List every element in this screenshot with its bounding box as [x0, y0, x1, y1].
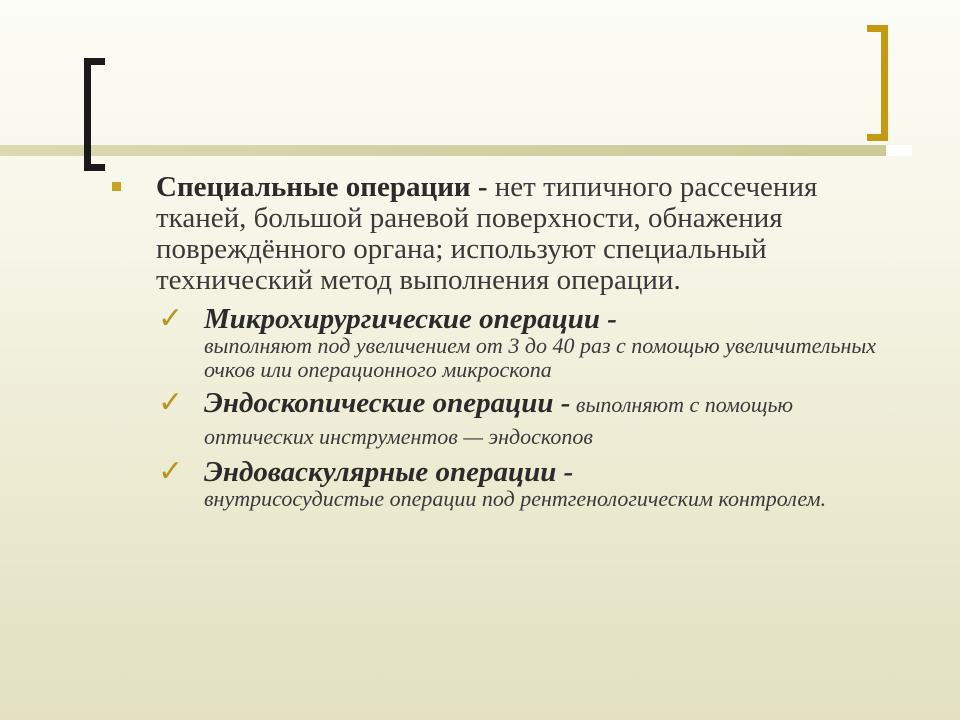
sub-item-description: выполняют под увеличением от 3 до 40 раз с помощью увеличительных очков или операционного микроскопа [204, 333, 877, 382]
square-bullet-icon [112, 182, 121, 191]
decorative-rule [0, 145, 912, 156]
main-bullet [112, 172, 902, 511]
main-description: нет типичного рассечения тканей, большой раневой поверхности, обнажения повреждённого органа; используют специальный технический метод выполнения операции. [156, 171, 818, 296]
checkmark-icon: ✓ [158, 301, 184, 336]
sub-item-endoscopy [158, 385, 902, 453]
left-bracket-decoration [84, 58, 106, 171]
slide-content [112, 172, 902, 515]
sub-item-title: Микрохирургические операции - [204, 303, 617, 335]
sub-item-title: Эндоваскулярные операции - [204, 456, 574, 488]
sub-list [112, 301, 902, 511]
sub-item-description: внутрисосудистые операции под рентгенологическим контролем. [204, 486, 827, 511]
sub-item-title: Эндоскопические операции - [204, 387, 571, 419]
main-paragraph [156, 172, 902, 296]
right-bracket-decoration [866, 25, 888, 141]
main-heading: Специальные операции - [156, 171, 488, 203]
checkmark-icon: ✓ [158, 385, 184, 420]
decorative-rule-cap [886, 145, 912, 156]
sub-item-endovascular [158, 454, 902, 511]
checkmark-icon: ✓ [158, 454, 184, 489]
sub-item-description: выполняют с помощью оптических инструментов — эндоскопов [204, 392, 794, 449]
sub-item-microsurgery [158, 301, 902, 382]
